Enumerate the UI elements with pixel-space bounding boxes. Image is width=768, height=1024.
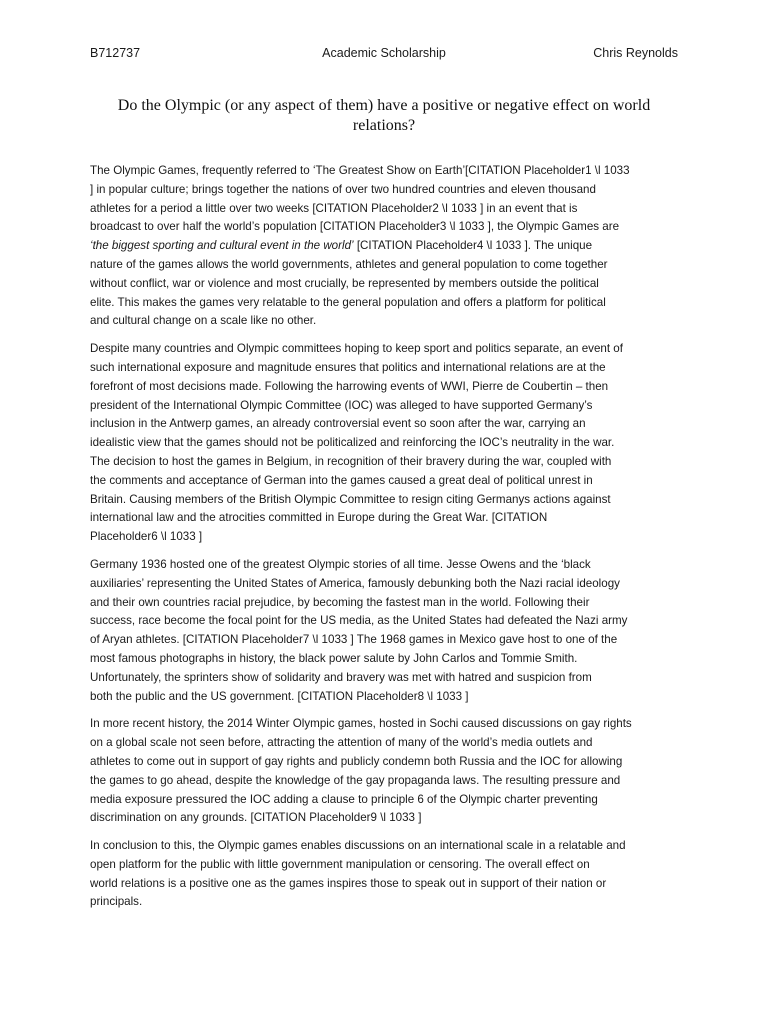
text-line: elite. This makes the games very relatable to the general population and offers a platform for political (90, 295, 606, 309)
text-line: discrimination on any grounds. [CITATION Placeholder9 \l 1033 ] (90, 811, 422, 825)
text-line: both the public and the US government. [CITATION Placeholder8 \l 1033 ] (90, 689, 469, 703)
text-line: Unfortunately, the sprinters show of solidarity and bravery was met with hatred and suspicion from (90, 670, 592, 684)
quoted-phrase: ‘the biggest sporting and cultural event in the world’ (90, 239, 354, 253)
text-line: Despite many countries and Olympic committees hoping to keep sport and politics separate, an event of (90, 342, 623, 356)
text-line: athletes to come out in support of gay rights and publicly condemn both Russia and the IOC for allowing (90, 754, 623, 768)
text-line: The decision to host the games in Belgium, in recognition of their bravery during the war, coupled with (90, 454, 612, 468)
text-line: principals. (90, 895, 143, 909)
text-line: the comments and acceptance of German into the games caused a great deal of political unrest in (90, 473, 593, 487)
text-line: president of the International Olympic Committee (IOC) was alleged to have supported Germany’s (90, 398, 593, 412)
header-student-id: B712737 (90, 46, 141, 60)
paragraph-antwerp (90, 340, 678, 547)
text-line: without conflict, war or violence and most crucially, be represented by members outside the political (90, 276, 599, 290)
text-line: most famous photographs in history, the black power salute by John Carlos and Tommie Smith. (90, 651, 578, 665)
text-line: media exposure pressured the IOC adding a clause to principle 6 of the Olympic charter preventing (90, 792, 598, 806)
page-header (90, 46, 678, 66)
paragraph-germany-1936 (90, 556, 678, 706)
text-line: In conclusion to this, the Olympic games enables discussions on an international scale in a relatable and (90, 839, 626, 853)
text-line: The Olympic Games, frequently referred to ‘The Greatest Show on Earth’[CITATION Placeholder1 \l 1033 (90, 164, 630, 177)
text-line: and cultural change on a scale like no other. (90, 314, 317, 328)
text-line: auxiliaries’ representing the United States of America, famously debunking both the Nazi racial ideology (90, 576, 620, 590)
text-line: open platform for the public with little government manipulation or censoring. The overall effect on (90, 857, 590, 871)
text-line: and their own countries racial prejudice, by becoming the fastest man in the world. Following their (90, 595, 590, 609)
text-line: nature of the games allows the world governments, athletes and general population to come together (90, 257, 608, 271)
text-line: the games to go ahead, despite the knowledge of the gay propaganda laws. The resulting pressure and (90, 773, 621, 787)
text-line: inclusion in the Antwerp games, an already controversial event so soon after the war, carrying an (90, 417, 586, 431)
text-line: ‘the biggest sporting and cultural event in the world’ [CITATION Placeholder4 \l 1033 ]. The unique (90, 239, 593, 253)
text-line: ] in popular culture; brings together the nations of over two hundred countries and eleven thousand (90, 182, 596, 196)
text-line: of Aryan athletes. [CITATION Placeholder7 \l 1033 ] The 1968 games in Mexico gave host to one of the (90, 633, 618, 647)
paragraph-conclusion (90, 837, 678, 912)
text-line: world relations is a positive one as the games inspires those to speak out in support of their nation or (90, 876, 607, 890)
text-line: idealistic view that the games should not be politicalized and reinforcing the IOC’s neutrality in the war. (90, 436, 615, 450)
text-line: international law and the atrocities committed in Europe during the Great War. [CITATION (90, 511, 548, 525)
header-document-type: Academic Scholarship (322, 46, 446, 60)
text-line: forefront of most decisions made. Following the harrowing events of WWI, Pierre de Coubertin – then (90, 379, 609, 393)
text-line: success, race become the focal point for the US media, as the United States had defeated the Nazi army (90, 614, 628, 628)
text-line: athletes for a period a little over two weeks [CITATION Placeholder2 \l 1033 ] in an event that is (90, 201, 578, 215)
text-line: broadcast to over half the world’s population [CITATION Placeholder3 \l 1033 ], the Olympic Games are (90, 220, 620, 234)
paragraph-introduction (90, 162, 678, 331)
document-body (90, 162, 678, 921)
text-line: In more recent history, the 2014 Winter Olympic games, hosted in Sochi caused discussions on gay rights (90, 717, 632, 731)
document-title (90, 96, 678, 136)
text-line: Placeholder6 \l 1033 ] (90, 530, 203, 544)
text-line: on a global scale not seen before, attracting the attention of many of the world’s media outlets and (90, 736, 593, 750)
text-line: Germany 1936 hosted one of the greatest Olympic stories of all time. Jesse Owens and the ‘black (90, 557, 591, 571)
paragraph-sochi-2014 (90, 715, 678, 828)
title-line: Do the Olympic (or any aspect of them) have a positive or negative effect on world (117, 97, 651, 114)
text-line: Britain. Causing members of the British Olympic Committee to resign citing Germanys actions against (90, 492, 611, 506)
title-line: relations? (352, 117, 416, 134)
text-line: such international exposure and magnitude ensures that politics and international relations are at the (90, 360, 606, 374)
header-author-name: Chris Reynolds (593, 46, 678, 60)
